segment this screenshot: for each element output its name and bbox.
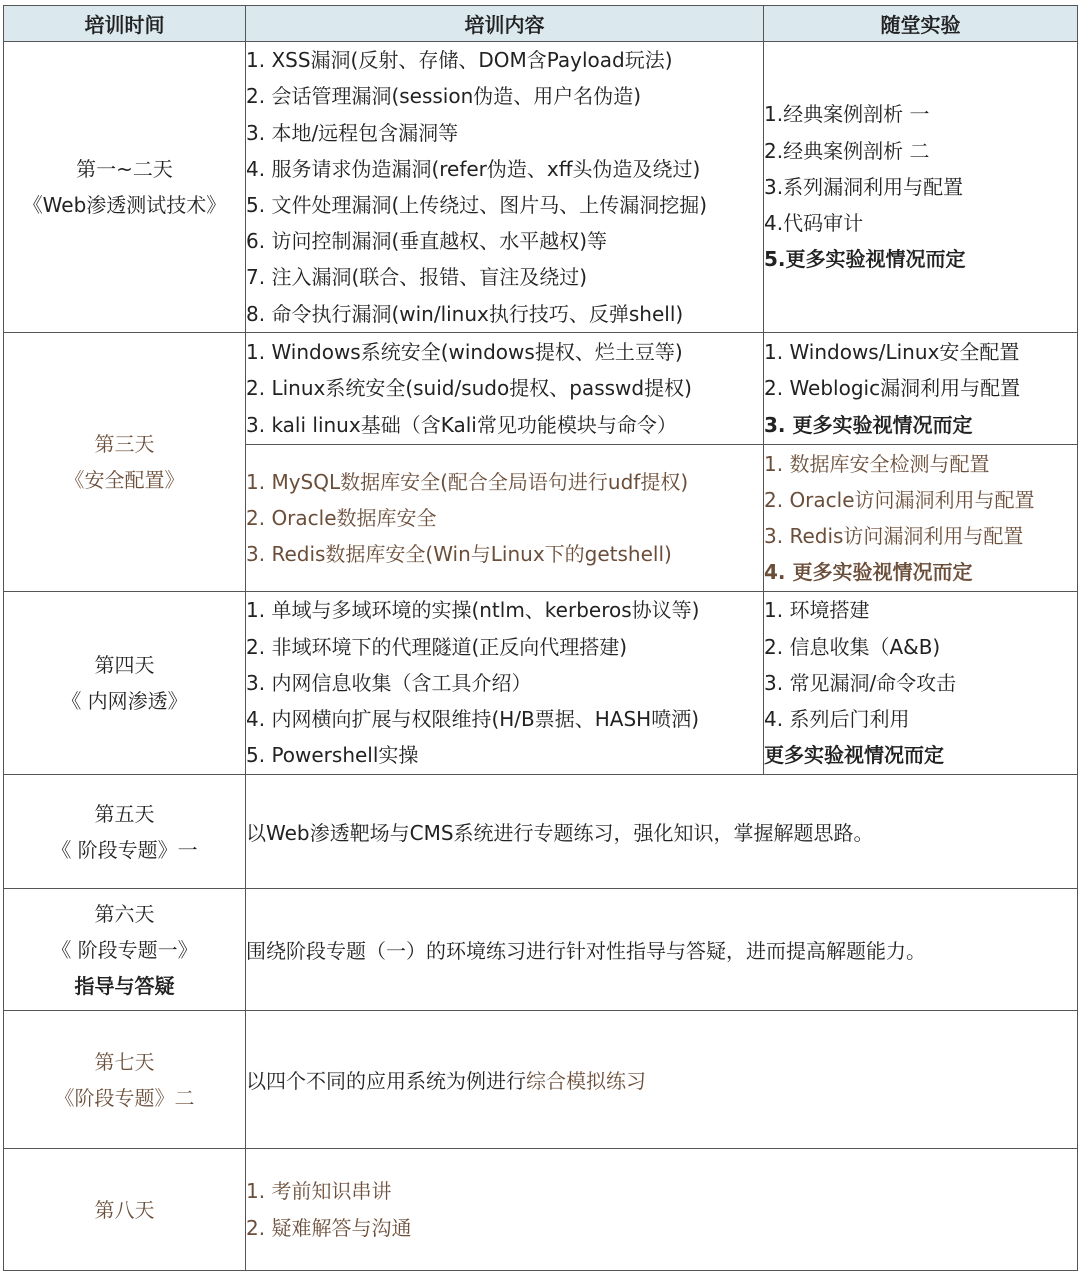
header-row (4, 6, 1078, 42)
header-lab: 随堂实验 (764, 6, 1078, 42)
day8-title: 第八天 (94, 1197, 155, 1222)
day6-content: 围绕阶段专题（一）的环境练习进行针对性指导与答疑，进而提高解题能力。 (246, 889, 1078, 1011)
day3-subtitle: 《安全配置》 (64, 468, 185, 492)
day7-text-a: 以四个不同的应用系统为例进行 (246, 1069, 526, 1093)
lab-item: 2. 信息收集（A&B) (764, 634, 941, 659)
day12-content (246, 42, 764, 333)
list-item: 4. 服务请求伪造漏洞(refer伪造、xff头伪造及绕过) (246, 156, 701, 181)
row-day12 (4, 42, 1078, 333)
list-item: 5. 文件处理漏洞(上传绕过、图片马、上传漏洞挖掘) (246, 193, 708, 217)
header-time: 培训时间 (4, 6, 246, 42)
lab-item: 4.代码审计 (764, 211, 864, 236)
row-day5 (4, 775, 1078, 889)
day12-subtitle: 《Web渗透测试技术》 (22, 193, 227, 217)
list-item: 3. 内网信息收集（含工具介绍） (246, 670, 532, 695)
list-item: 1. 单域与多域环境的实操(ntlm、kerberos协议等) (246, 598, 700, 623)
list-item: 2. Oracle数据库安全 (246, 505, 437, 530)
list-item: 1. Windows系统安全(windows提权、烂土豆等) (246, 340, 683, 365)
day4-content (246, 592, 764, 775)
day4-labs (764, 592, 1078, 775)
list-item: 2. 疑难解答与沟通 (246, 1215, 412, 1240)
lab-item: 1. Windows/Linux安全配置 (764, 340, 1020, 365)
lab-item: 2.经典案例剖析 二 (764, 138, 930, 163)
list-item: 3. kali linux基础（含Kali常见功能模块与命令） (246, 412, 677, 437)
day5-cell (4, 775, 246, 889)
list-item: 3. Redis数据库安全(Win与Linux下的getshell) (246, 542, 672, 567)
day6-subtitle: 《 阶段专题一》 (51, 937, 198, 962)
day4-title: 第四天 (94, 653, 155, 677)
lab-item: 3.系列漏洞利用与配置 (764, 174, 964, 199)
day3-cell (4, 333, 246, 592)
day3-content-b (246, 445, 764, 592)
list-item: 4. 内网横向扩展与权限维持(H/B票据、HASH喷洒) (246, 707, 699, 732)
lab-item: 2. Oracle访问漏洞利用与配置 (764, 487, 1035, 512)
lab-item: 1. 环境搭建 (764, 598, 870, 623)
day6-cell (4, 889, 246, 1011)
list-item: 2. Linux系统安全(suid/sudo提权、passwd提权) (246, 376, 692, 401)
row-day4 (4, 592, 1078, 775)
list-item: 1. MySQL数据库安全(配合全局语句进行udf提权) (246, 469, 689, 494)
lab-item: 4. 更多实验视情况而定 (764, 560, 973, 585)
day7-subtitle: 《阶段专题》二 (54, 1085, 195, 1110)
list-item: 6. 访问控制漏洞(垂直越权、水平越权)等 (246, 229, 608, 254)
list-item: 1. 考前知识串讲 (246, 1179, 392, 1204)
row-day6 (4, 889, 1078, 1011)
day6-extra: 指导与答疑 (74, 973, 175, 998)
day8-cell (4, 1149, 246, 1271)
list-item: 2. 非域环境下的代理隧道(正反向代理搭建) (246, 634, 628, 659)
lab-item: 1. 数据库安全检测与配置 (764, 451, 990, 476)
day3-title: 第三天 (94, 432, 155, 456)
lab-item: 3. Redis访问漏洞利用与配置 (764, 524, 1024, 548)
lab-item: 5.更多实验视情况而定 (764, 247, 966, 272)
day7-title: 第七天 (94, 1049, 155, 1074)
schedule-table (3, 5, 1078, 1271)
day12-title: 第一~二天 (76, 157, 173, 181)
day3-labs-b (764, 445, 1078, 592)
day8-content (246, 1149, 1078, 1271)
list-item: 2. 会话管理漏洞(session伪造、用户名伪造) (246, 84, 642, 109)
day3-content-a (246, 333, 764, 445)
lab-item: 3. 常见漏洞/命令攻击 (764, 670, 957, 695)
header-content: 培训内容 (246, 6, 764, 42)
day7-content (246, 1011, 1078, 1149)
lab-item: 4. 系列后门利用 (764, 707, 910, 732)
day5-content: 以Web渗透靶场与CMS系统进行专题练习，强化知识，掌握解题思路。 (246, 775, 1078, 889)
day5-subtitle: 《 阶段专题》一 (51, 837, 198, 862)
day7-cell (4, 1011, 246, 1149)
lab-item: 3. 更多实验视情况而定 (764, 412, 973, 437)
list-item: 8. 命令执行漏洞(win/linux执行技巧、反弹shell) (246, 301, 684, 326)
list-item: 3. 本地/远程包含漏洞等 (246, 120, 459, 145)
list-item: 7. 注入漏洞(联合、报错、盲注及绕过) (246, 265, 588, 290)
day12-cell (4, 42, 246, 333)
day6-title: 第六天 (94, 901, 155, 926)
day5-title: 第五天 (94, 801, 155, 826)
row-day3a (4, 333, 1078, 445)
day4-cell (4, 592, 246, 775)
list-item: 5. Powershell实操 (246, 743, 419, 768)
list-item: 1. XSS漏洞(反射、存储、DOM含Payload玩法) (246, 48, 673, 73)
lab-item: 2. Weblogic漏洞利用与配置 (764, 376, 1021, 401)
day3-labs-a (764, 333, 1078, 445)
day12-labs (764, 42, 1078, 333)
day4-subtitle: 《 内网渗透》 (61, 689, 188, 713)
row-day7 (4, 1011, 1078, 1149)
lab-item: 1.经典案例剖析 一 (764, 102, 930, 127)
day7-text-b: 综合模拟练习 (526, 1069, 646, 1093)
lab-item: 更多实验视情况而定 (764, 743, 944, 768)
row-day8 (4, 1149, 1078, 1271)
